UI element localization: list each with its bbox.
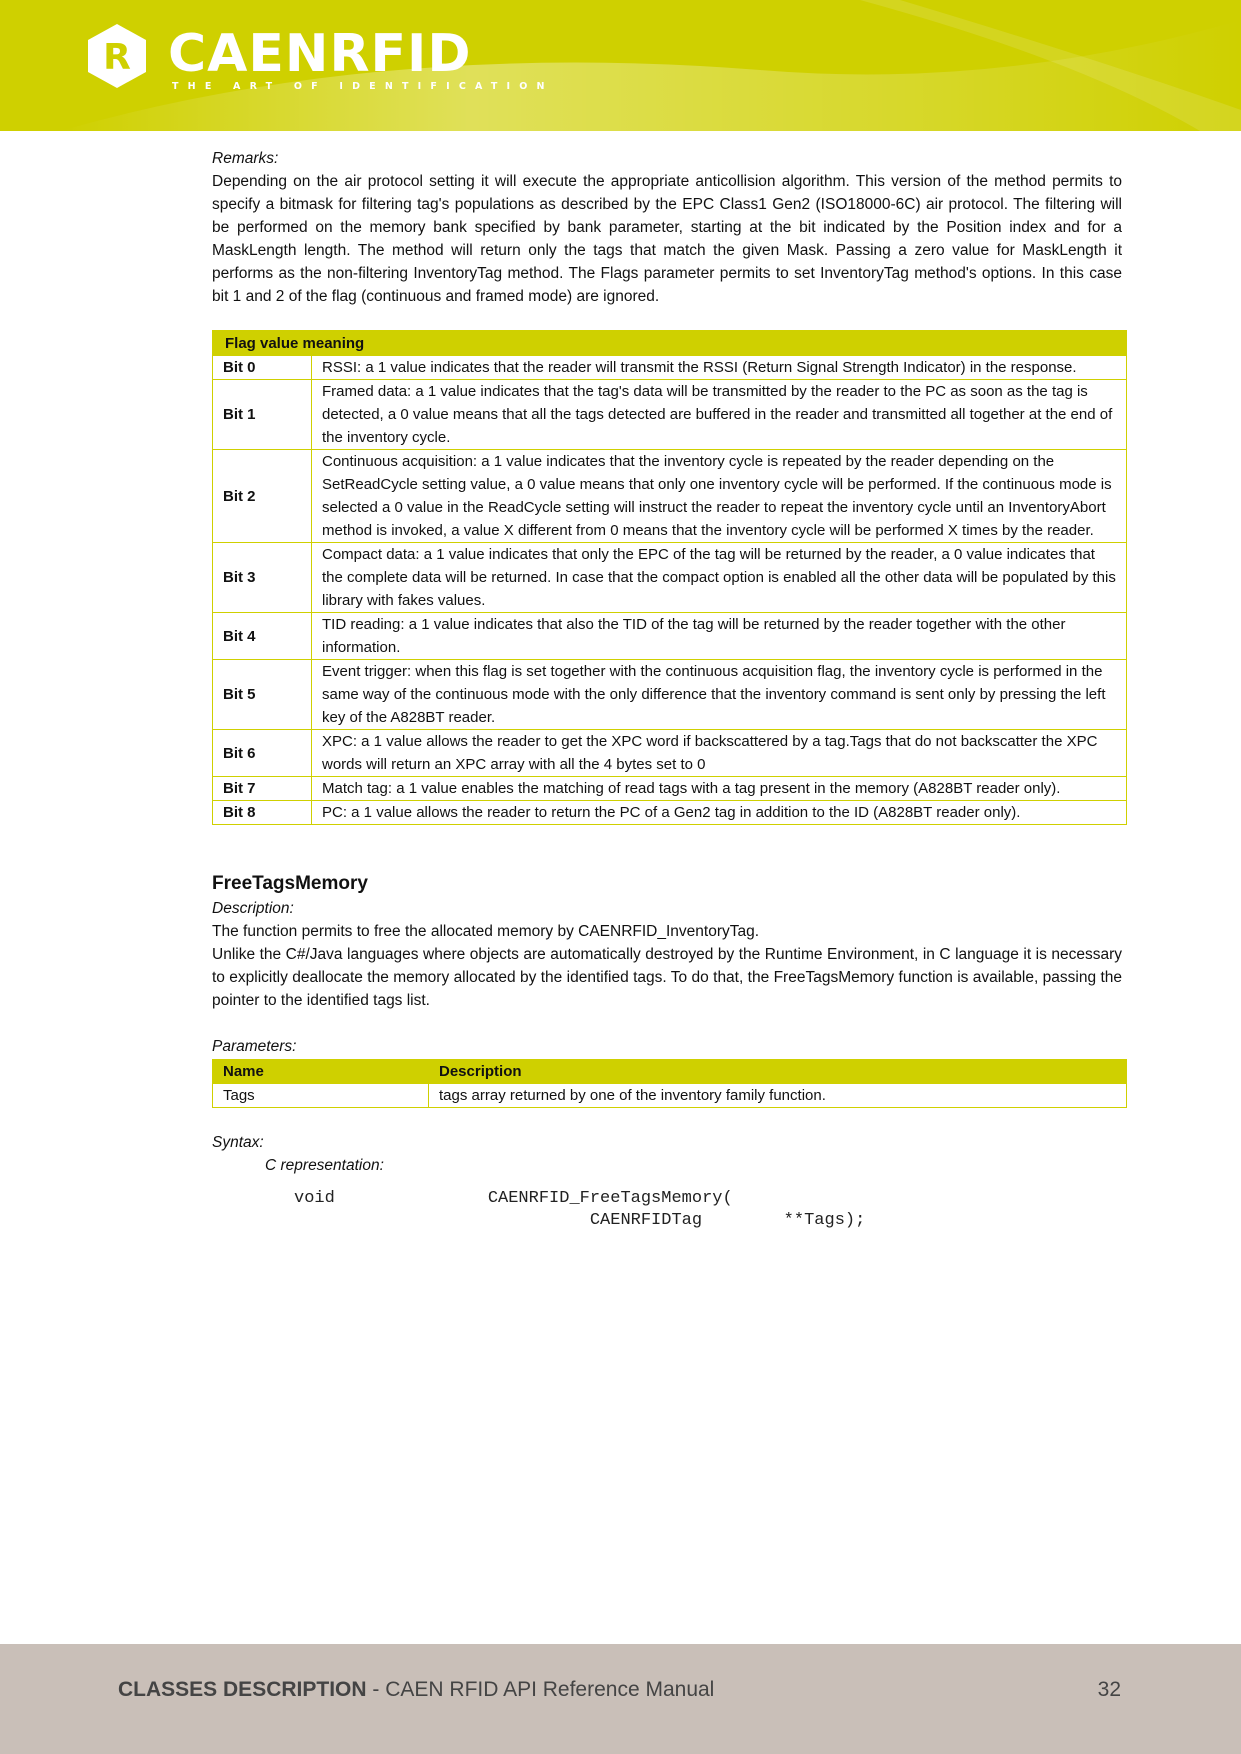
param-name: Tags [213, 1084, 429, 1108]
logo-icon [88, 24, 146, 88]
footer-manual-title: CAEN RFID API Reference Manual [385, 1678, 715, 1701]
table-row [213, 1084, 1127, 1108]
table-row [213, 450, 1127, 543]
remarks-text: Depending on the air protocol setting it will execute the appropriate anticollision algorithm. This version of the method permits to specify a bitmask for filtering tag's populations as described by the EPC Class1 Gen2 (ISO18000-6C) air protocol. The filtering will be performed on the memory bank specified by bank parameter, starting at the bit indicated by the Position index and for a MaskLength length. The method will return only the tags that match the given Mask. Passing a zero value for MaskLength it performs as the non-filtering InventoryTag method. The Flags parameter permits to set InventoryTag method's options. In this case bit 1 and 2 of the flag (continuous and framed mode) are ignored. [212, 173, 1122, 305]
bit-meaning: XPC: a 1 value allows the reader to get the XPC word if backscattered by a tag.Tags that do not backscatter the XPC words will return an XPC array with all the 4 bytes set to 0 [312, 730, 1127, 777]
bit-label: Bit 7 [213, 777, 312, 801]
code-line: void CAENRFID_FreeTagsMemory( [294, 1189, 733, 1208]
param-name-header: Name [213, 1060, 429, 1084]
bit-meaning: Compact data: a 1 value indicates that only the EPC of the tag will be returned by the reader, a 0 value indicates that the complete data will be returned. In case that the compact option is enabled all the other data will be populated by this library with fakes values. [312, 543, 1127, 613]
brand-name: CAENRFID [168, 24, 472, 84]
bit-label: Bit 4 [213, 613, 312, 660]
param-description: tags array returned by one of the inventory family function. [429, 1084, 1127, 1108]
svg-text:R: R [103, 37, 131, 78]
code-block [212, 1188, 1122, 1232]
page-header [0, 0, 1241, 131]
table-row [213, 730, 1127, 777]
footer-title [118, 1678, 714, 1702]
brand-tagline: THE ART OF IDENTIFICATION [172, 81, 554, 92]
bit-label: Bit 6 [213, 730, 312, 777]
page-content [212, 147, 1122, 1232]
table-row [213, 380, 1127, 450]
code-line: CAENRFIDTag **Tags); [294, 1211, 866, 1230]
table-row [213, 777, 1127, 801]
flag-table [212, 330, 1127, 825]
table-row [213, 613, 1127, 660]
bit-meaning: Match tag: a 1 value enables the matching of read tags with a tag present in the memory (A828BT reader only). [312, 777, 1127, 801]
bit-meaning: PC: a 1 value allows the reader to return the PC of a Gen2 tag in addition to the ID (A828BT reader only). [312, 801, 1127, 825]
bit-meaning: Continuous acquisition: a 1 value indicates that the inventory cycle is repeated by the reader depending on the SetReadCycle setting value, a 0 value means that only one inventory cycle will be performed. If the continuous mode is selected a 0 value in the ReadCycle setting will instruct the reader to repeat the inventory cycle until an InventoryAbort method is invoked, a value X different from 0 means that the inventory cycle will be performed X times by the reader. [312, 450, 1127, 543]
bit-label: Bit 2 [213, 450, 312, 543]
bit-label: Bit 3 [213, 543, 312, 613]
table-row [213, 356, 1127, 380]
bit-meaning: Framed data: a 1 value indicates that the tag's data will be transmitted by the reader to the PC as soon as the tag is detected, a 0 value means that all the tags detected are buffered in the reader and transmitted all together at the end of the inventory cycle. [312, 380, 1127, 450]
bit-label: Bit 8 [213, 801, 312, 825]
bit-label: Bit 0 [213, 356, 312, 380]
description-label: Description: [212, 900, 294, 917]
flag-table-header: Flag value meaning [213, 331, 1127, 356]
table-row [213, 543, 1127, 613]
c-representation-label: C representation: [265, 1157, 384, 1174]
param-description-header: Description [429, 1060, 1127, 1084]
parameters-table [212, 1059, 1127, 1108]
bit-meaning: RSSI: a 1 value indicates that the reader will transmit the RSSI (Return Signal Strength Indicator) in the response. [312, 356, 1127, 380]
description-text-2: Unlike the C#/Java languages where objects are automatically destroyed by the Runtime Environment, in C language it is necessary to explicitly deallocate the memory allocated by the identified tags. To do that, the FreeTagsMemory function is available, passing the pointer to the identified tags list. [212, 946, 1122, 1009]
section-title: FreeTagsMemory [212, 873, 368, 894]
page-number: 32 [1097, 1678, 1121, 1701]
description-text-1: The function permits to free the allocated memory by CAENRFID_InventoryTag. [212, 923, 760, 940]
syntax-label: Syntax: [212, 1134, 264, 1151]
remarks-label: Remarks: [212, 150, 279, 167]
bit-meaning: Event trigger: when this flag is set together with the continuous acquisition flag, the inventory cycle is performed in the same way of the continuous mode with the only difference that the inventory command is sent only by pressing the left key of the A828BT reader. [312, 660, 1127, 730]
bit-label: Bit 5 [213, 660, 312, 730]
footer-separator: - [366, 1678, 386, 1701]
parameters-label: Parameters: [212, 1038, 297, 1055]
page-footer [0, 1644, 1241, 1754]
bit-label: Bit 1 [213, 380, 312, 450]
footer-section: CLASSES DESCRIPTION [118, 1678, 367, 1701]
table-row [213, 801, 1127, 825]
table-row [213, 660, 1127, 730]
bit-meaning: TID reading: a 1 value indicates that also the TID of the tag will be returned by the reader together with the other information. [312, 613, 1127, 660]
